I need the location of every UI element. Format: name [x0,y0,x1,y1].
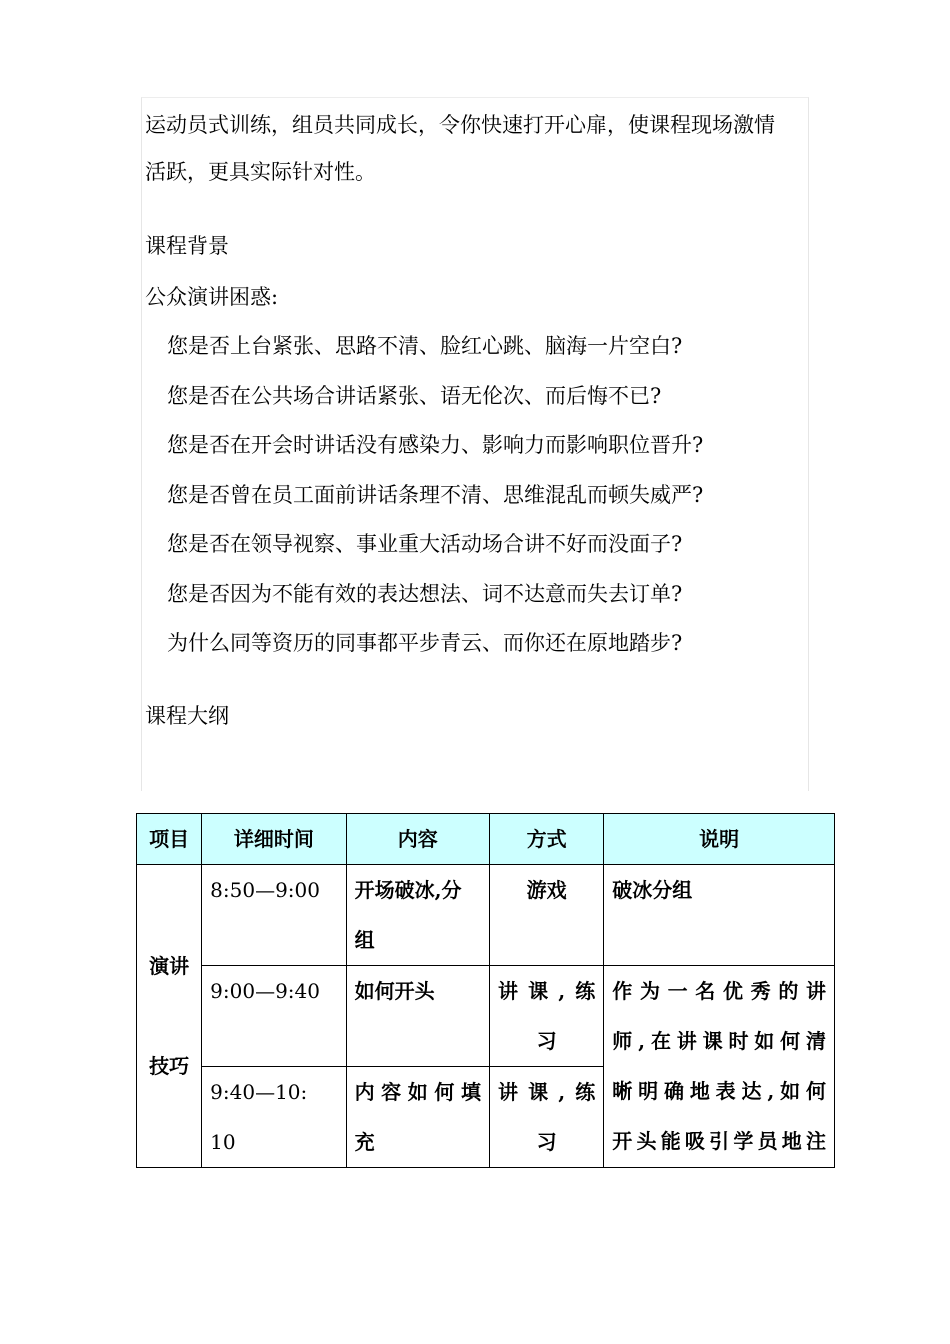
content-line: 组 [354,928,375,952]
category-line: 技巧 [149,1054,190,1078]
content-line: 如何开头 [354,979,435,1003]
method-line: 讲课,练 [497,1080,596,1104]
table-row [137,865,835,966]
background-heading: 课程背景 [145,234,229,258]
intro-line-1: 运动员式训练，组员共同成长，令你快速打开心扉，使课程现场激情 [145,113,775,137]
content-cell [346,865,489,966]
note-line: 师,在讲课时如何清 [612,1029,826,1053]
question-item: 您是否上台紧张、思路不清、脸红心跳、脑海一片空白? [167,334,683,358]
method-cell [489,966,603,1067]
question-item: 您是否在公共场合讲话紧张、语无伦次、而后悔不已? [167,384,662,408]
category-cell [137,865,202,1168]
header-item: 项目 [137,814,202,865]
content-cell [346,966,489,1067]
content-line: 充 [354,1130,375,1154]
note-line: 作为一名优秀的讲 [612,979,826,1003]
method-cell [489,865,603,966]
method-line: 讲课,练 [497,979,596,1003]
content-line: 开场破冰,分 [354,878,462,902]
content-line: 内容如何填 [354,1080,481,1104]
header-method: 方式 [489,814,603,865]
course-outline-table [136,813,835,1168]
table-header-row [137,814,835,865]
question-item: 您是否在开会时讲话没有感染力、影响力而影响职位晋升? [167,433,704,457]
note-cell [604,966,835,1168]
method-line: 习 [536,1130,557,1154]
time-cell: 8:50—9:00 [202,865,346,966]
method-cell [489,1067,603,1168]
method-line: 习 [536,1029,557,1053]
document-body [145,100,825,728]
question-item: 您是否因为不能有效的表达想法、词不达意而失去订单? [167,582,683,606]
method-line: 游戏 [526,878,567,902]
intro-line-2: 活跃，更具实际针对性。 [145,160,376,184]
content-cell [346,1067,489,1168]
time-cell: 9:00—9:40 [202,966,346,1067]
header-content: 内容 [346,814,489,865]
category-line: 演讲 [149,954,190,978]
table-row [137,966,835,1067]
note-line: 开头能吸引学员地注 [612,1129,826,1153]
time-line: 9:40—10: [210,1080,308,1104]
question-item: 您是否在领导视察、事业重大活动场合讲不好而没面子? [167,532,683,556]
question-item: 您是否曾在员工面前讲话条理不清、思维混乱而顿失威严? [167,483,704,507]
header-time: 详细时间 [202,814,346,865]
note-line: 晰明确地表达,如何 [612,1079,826,1103]
outline-heading: 课程大纲 [145,704,229,728]
time-cell [202,1067,346,1168]
note-cell: 破冰分组 [604,865,835,966]
question-item: 为什么同等资历的同事都平步青云、而你还在原地踏步? [167,631,683,655]
confusion-heading: 公众演讲困惑: [145,285,279,309]
header-note: 说明 [604,814,835,865]
time-line: 10 [210,1130,236,1154]
